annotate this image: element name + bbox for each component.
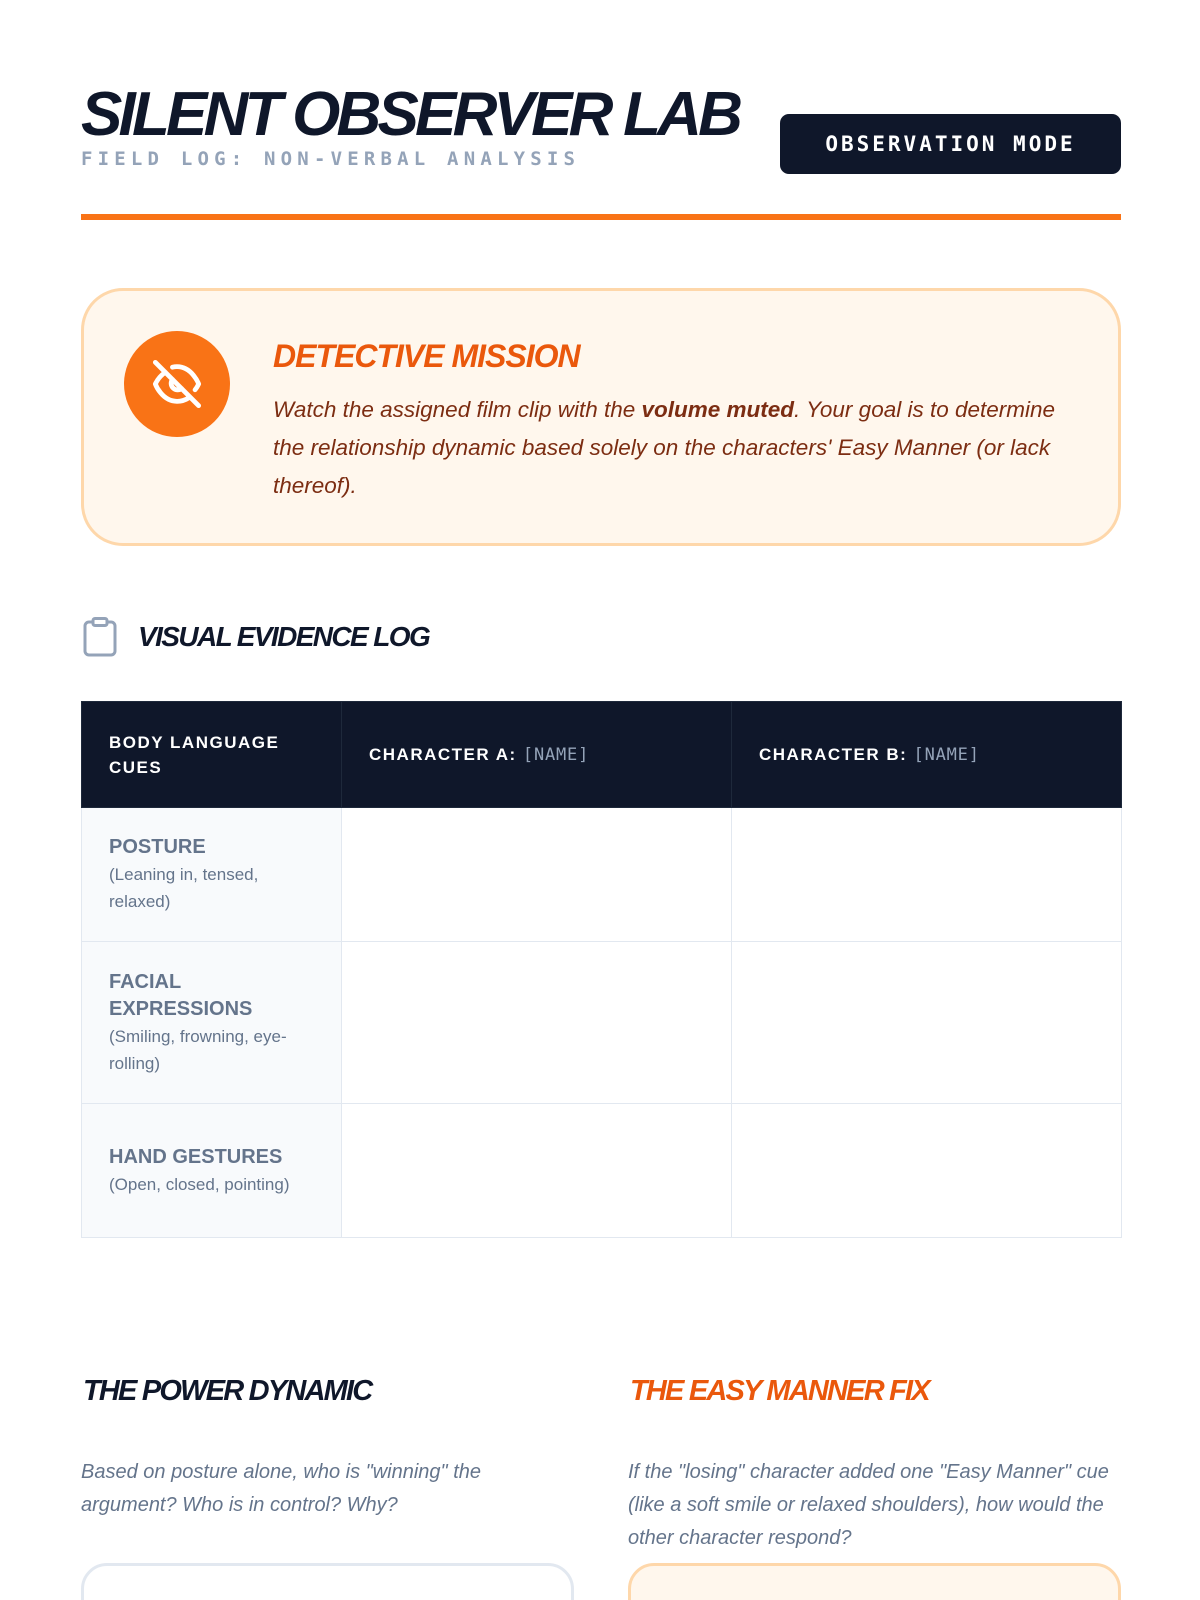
header-divider [81, 214, 1121, 220]
character-b-answer-cell[interactable] [732, 808, 1122, 942]
character-a-answer-cell[interactable] [342, 1104, 732, 1238]
power-dynamic-prompt: Based on posture alone, who is "winning" the argument? Who is in control? Why? [81, 1461, 482, 1516]
character-a-answer-cell[interactable] [342, 942, 732, 1104]
page-header [81, 80, 1121, 220]
easy-manner-fix-title: THE EASY MANNER FIX [630, 1375, 929, 1407]
evidence-table [81, 701, 1122, 1238]
eye-off-icon [124, 331, 230, 437]
page-title: SILENT OBSERVER LAB [81, 80, 740, 149]
clipboard-icon [83, 617, 117, 657]
header-character-a: CHARACTER A: [NAME] [342, 702, 732, 808]
table-row [82, 1104, 1122, 1238]
easy-manner-fix-answer-box[interactable] [628, 1563, 1121, 1600]
character-b-answer-cell[interactable] [732, 1104, 1122, 1238]
character-b-answer-cell[interactable] [732, 942, 1122, 1104]
cue-name: FACIAL EXPRESSIONS [109, 970, 253, 1020]
evidence-log-title: VISUAL EVIDENCE LOG [138, 621, 430, 652]
cue-name: POSTURE [109, 836, 206, 858]
character-a-name-placeholder[interactable]: [NAME] [522, 744, 590, 765]
cue-cell [82, 1104, 342, 1238]
power-dynamic-title: THE POWER DYNAMIC [83, 1375, 372, 1407]
table-row [82, 942, 1122, 1104]
mission-card [81, 288, 1121, 546]
observation-mode-badge[interactable]: OBSERVATION MODE [780, 114, 1121, 174]
page-subtitle: FIELD LOG: NON-VERBAL ANALYSIS [81, 148, 581, 170]
character-b-name-placeholder[interactable]: [NAME] [913, 744, 980, 765]
table-row [82, 808, 1122, 942]
mission-text: Watch the assigned film clip with the volume muted. Your goal is to determine the relationship dynamic based solely on the characters' Easy Manner (or lack thereof). [273, 397, 1056, 498]
table-header-row [82, 702, 1122, 808]
cue-description: (Smiling, frowning, eye-rolling) [109, 1026, 287, 1073]
easy-manner-fix-prompt: If the "losing" character added one "Easy Manner" cue (like a soft smile or relaxed shoulders), how would the other character respond? [628, 1461, 1109, 1549]
cue-name: HAND GESTURES [109, 1145, 283, 1168]
mission-title: DETECTIVE MISSION [273, 338, 580, 374]
cue-description: (Leaning in, tensed, relaxed) [109, 865, 259, 911]
cue-description: (Open, closed, pointing) [109, 1174, 290, 1194]
power-dynamic-answer-box[interactable] [81, 1563, 574, 1600]
evidence-log-heading [83, 617, 429, 657]
header-cues: BODY LANGUAGE CUES [82, 702, 342, 808]
character-a-answer-cell[interactable] [342, 808, 732, 942]
cue-cell [82, 942, 342, 1104]
cue-cell [82, 808, 342, 942]
mission-emphasis: volume muted [641, 397, 795, 422]
header-character-b: CHARACTER B: [NAME] [732, 702, 1122, 808]
